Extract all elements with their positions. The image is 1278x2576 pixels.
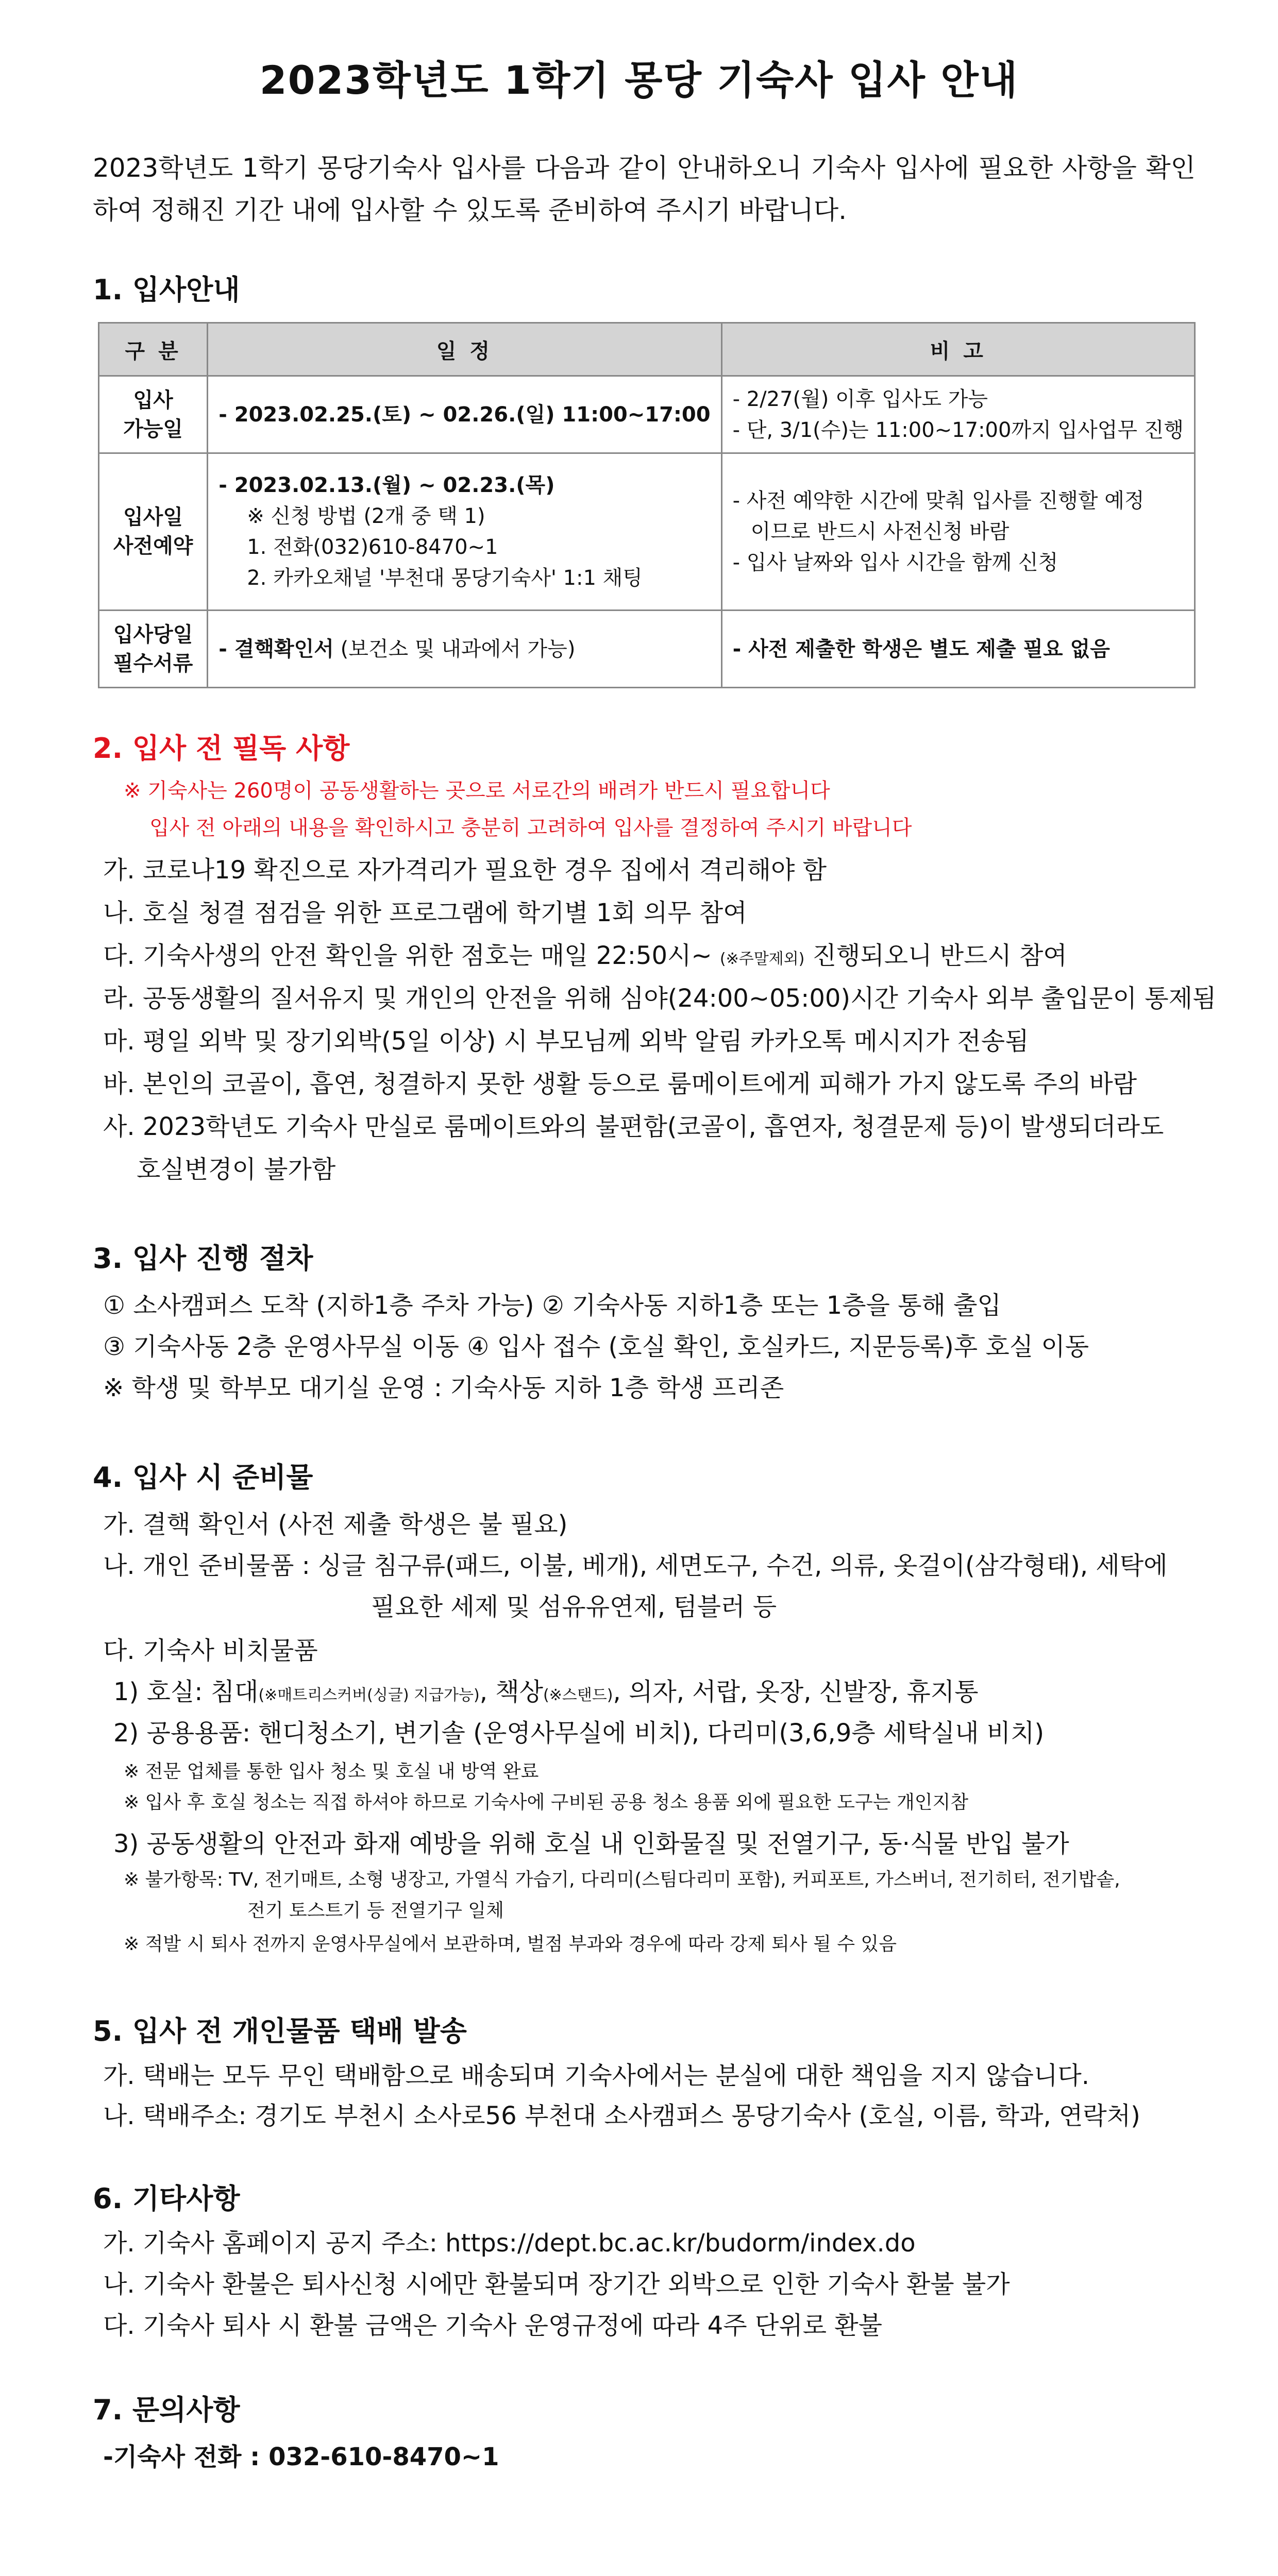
section-4-heading: 4. 입사 시 준비물	[93, 1461, 313, 1494]
note-cell: - 사전 제출한 학생은 별도 제출 필요 없음	[721, 611, 1195, 688]
notice-item: 사. 2023학년도 기숙사 만실로 룸메이트와의 불편함(코골이, 흡연자, 청결문제 등)이 발생되더라도	[103, 1112, 1164, 1141]
table-row	[99, 611, 1195, 688]
note-cell: - 2/27(월) 이후 입사도 가능 - 단, 3/1(수)는 11:00~17:00까지 입사업무 진행	[721, 376, 1195, 453]
procedure-line: ① 소사캠퍼스 도착 (지하1층 주차 가능) ② 기숙사동 지하1층 또는 1층을 통해 출입	[103, 1291, 1001, 1320]
supplies-line: 나. 개인 준비물품 : 싱글 침구류(패드, 이불, 베개), 세면도구, 수건, 의류, 옷걸이(삼각형태), 세탁에	[103, 1551, 1168, 1580]
table-header-row	[99, 323, 1195, 376]
row-label: 입사 가능일	[99, 376, 208, 453]
supplies-line: 1) 호실: 침대(※매트리스커버(싱글) 지급가능), 책상(※스탠드), 의자, 서랍, 옷장, 신발장, 휴지통	[113, 1677, 979, 1706]
notice-item: 마. 평일 외박 및 장기외박(5일 이상) 시 부모님께 외박 알림 카카오톡 메시지가 전송됨	[103, 1027, 1029, 1056]
notice-item: 라. 공동생활의 질서유지 및 개인의 안전을 위해 심야(24:00~05:00)시간 기숙사 외부 출입문이 통제됨	[103, 984, 1217, 1013]
table-header: 일 정	[208, 323, 721, 376]
row-label: 입사일 사전예약	[99, 453, 208, 611]
schedule-table	[98, 322, 1196, 688]
note-cell: - 사전 예약한 시간에 맞춰 입사를 진행할 예정 이므로 반드시 사전신청 바람 - 입사 날짜와 입사 시간을 함께 신청	[721, 453, 1195, 611]
page-title: 2023학년도 1학기 몽당 기숙사 입사 안내	[259, 57, 1019, 103]
misc-line: 다. 기숙사 퇴사 시 환불 금액은 기숙사 운영규정에 따라 4주 단위로 환불	[103, 2311, 882, 2340]
section-1-heading: 1. 입사안내	[93, 274, 240, 306]
supplies-note: ※ 불가항목: TV, 전기매트, 소형 냉장고, 가열식 가습기, 다리미(스팀다리미 포함), 커피포트, 가스버너, 전기히터, 전기밥솥,	[124, 1869, 1120, 1890]
section-6-heading: 6. 기타사항	[93, 2182, 240, 2215]
table-row	[99, 453, 1195, 611]
schedule-cell: - 2023.02.25.(토) ~ 02.26.(일) 11:00~17:00	[208, 376, 721, 453]
warning-line: 입사 전 아래의 내용을 확인하시고 충분히 고려하여 입사를 결정하여 주시기 바랍니다	[149, 816, 912, 840]
delivery-line: 나. 택배주소: 경기도 부천시 소사로56 부천대 소사캠퍼스 몽당기숙사 (호실, 이름, 학과, 연락처)	[103, 2102, 1140, 2130]
notice-item: 나. 호실 청결 점검을 위한 프로그램에 학기별 1회 의무 참여	[103, 899, 747, 927]
supplies-line: 2) 공용용품: 핸디청소기, 변기솔 (운영사무실에 비치), 다리미(3,6,9층 세탁실내 비치)	[113, 1719, 1045, 1748]
table-header: 구 분	[99, 323, 208, 376]
supplies-note: 전기 토스트기 등 전열기구 일체	[247, 1900, 504, 1921]
intro-paragraph: 2023학년도 1학기 몽당기숙사 입사를 다음과 같이 안내하오니 기숙사 입사에 필요한 사항을 확인하여 정해진 기간 내에 입사할 수 있도록 준비하여 주시기 바랍니다.	[93, 153, 1196, 225]
supplies-line: 3) 공동생활의 안전과 화재 예방을 위해 호실 내 인화물질 및 전열기구, 동·식물 반입 불가	[113, 1829, 1069, 1858]
supplies-note: ※ 전문 업체를 통한 입사 청소 및 호실 내 방역 완료	[124, 1761, 539, 1782]
notice-item: 가. 코로나19 확진으로 자가격리가 필요한 경우 집에서 격리해야 함	[103, 856, 827, 885]
notice-item: 호실변경이 불가함	[137, 1155, 336, 1184]
delivery-line: 가. 택배는 모두 무인 택배함으로 배송되며 기숙사에서는 분실에 대한 책임을 지지 않습니다.	[103, 2061, 1089, 2090]
supplies-note: ※ 입사 후 호실 청소는 직접 하셔야 하므로 기숙사에 구비된 공용 청소 용품 외에 필요한 도구는 개인지참	[124, 1792, 969, 1813]
misc-line: 나. 기숙사 환불은 퇴사신청 시에만 환불되며 장기간 외박으로 인한 기숙사 환불 불가	[103, 2270, 1010, 2299]
supplies-line: 다. 기숙사 비치물품	[103, 1636, 318, 1665]
supplies-line: 필요한 세제 및 섬유유연제, 텀블러 등	[371, 1592, 777, 1621]
warning-line: ※ 기숙사는 260명이 공동생활하는 곳으로 서로간의 배려가 반드시 필요합니다	[124, 779, 830, 803]
procedure-line: ※ 학생 및 학부모 대기실 운영 : 기숙사동 지하 1층 학생 프리존	[103, 1374, 784, 1402]
section-5-heading: 5. 입사 전 개인물품 택배 발송	[93, 2015, 467, 2047]
notice-item: 바. 본인의 코골이, 흡연, 청결하지 못한 생활 등으로 룸메이트에게 피해가 가지 않도록 주의 바람	[103, 1070, 1137, 1098]
section-3-heading: 3. 입사 진행 절차	[93, 1242, 313, 1275]
misc-line: 가. 기숙사 홈페이지 공지 주소: https://dept.bc.ac.kr/budorm/index.do	[103, 2229, 916, 2258]
procedure-line: ③ 기숙사동 2층 운영사무실 이동 ④ 입사 접수 (호실 확인, 호실카드, 지문등록)후 호실 이동	[103, 1332, 1089, 1361]
section-2-heading: 2. 입사 전 필독 사항	[93, 732, 350, 765]
schedule-cell: - 결핵확인서 (보건소 및 내과에서 가능)	[208, 611, 721, 688]
contact-phone: -기숙사 전화 : 032-610-8470~1	[103, 2443, 499, 2471]
notice-item: 다. 기숙사생의 안전 확인을 위한 점호는 매일 22:50시~ (※주말제외) 진행되오니 반드시 참여	[103, 941, 1067, 970]
section-7-heading: 7. 문의사항	[93, 2394, 240, 2426]
table-header: 비 고	[721, 323, 1195, 376]
schedule-cell: - 2023.02.13.(월) ~ 02.23.(목) ※ 신청 방법 (2개 중 택 1) 1. 전화(032)610-8470~1 2. 카카오채널 '부천대 몽당기숙사' 1:1 채팅	[208, 453, 721, 611]
supplies-note: ※ 적발 시 퇴사 전까지 운영사무실에서 보관하며, 벌점 부과와 경우에 따라 강제 퇴사 될 수 있음	[124, 1934, 897, 1955]
row-label: 입사당일 필수서류	[99, 611, 208, 688]
table-row	[99, 376, 1195, 453]
supplies-line: 가. 결핵 확인서 (사전 제출 학생은 불 필요)	[103, 1510, 568, 1539]
